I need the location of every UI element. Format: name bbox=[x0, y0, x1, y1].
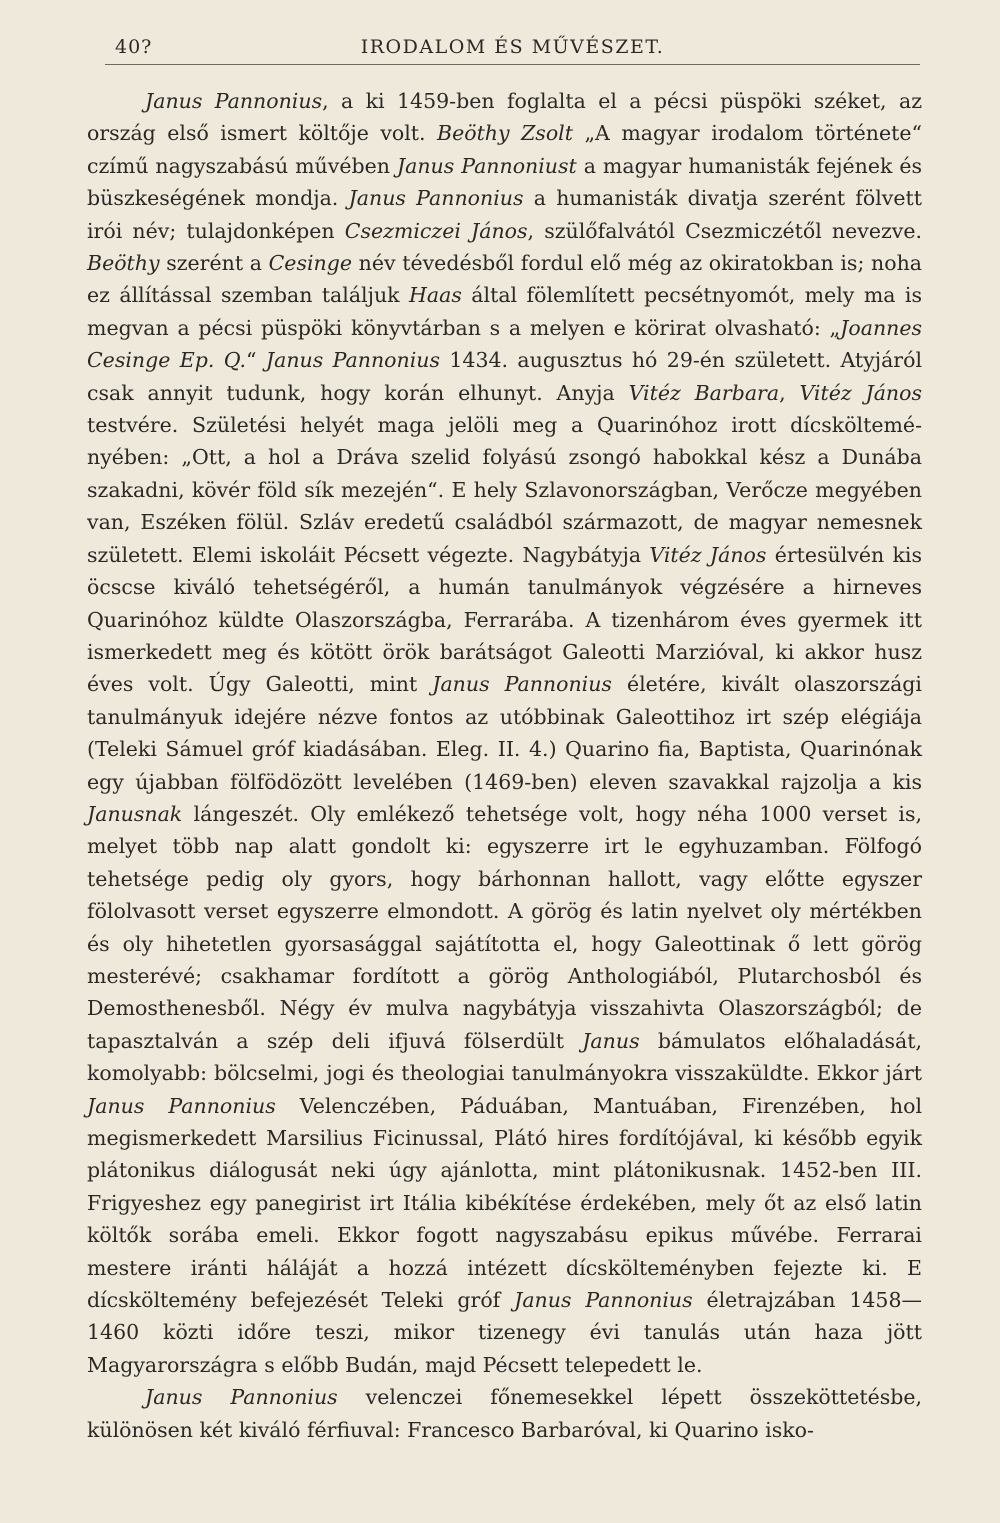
text-run: , szülőfalvától Csezmiczétől nevezve. bbox=[527, 218, 922, 243]
italic-run: Janus Pannonius bbox=[265, 348, 440, 373]
paragraph-2 bbox=[87, 1381, 922, 1446]
italic-run: Vitéz János bbox=[799, 380, 922, 405]
italic-run: Joannes Cesinge Ep. Q. bbox=[87, 315, 922, 373]
text-run: testvére. Születési helyét maga jelöli meg a Quarinóhoz irott dícskölteményében: „Ott, a hol a Dráva szelid folyású zsongó habokkal kész a Dunába szakadni, kövér föld sík mezején“. E hely Szlavonországban, Verőcze megyében van, Eszéken fölül. Szláv eredetű családból származott, de magyar nemesnek született. Elemi iskoláit Pécsett végezte. Nagybátyja bbox=[87, 413, 922, 567]
text-run: a magyar humanisták fejének és büszkeségének mondja. bbox=[87, 153, 922, 211]
text-run: életére, kivált olaszországi tanulmányuk idejére nézve fontos az utóbbinak Galeottihoz irt szép elégiája (Teleki Sámuel gróf kiadásában. Eleg. II. 4.) Quarino fia, Baptista, Quarinónak egy újabban fölfödözött levelében (1469-ben) eleven szavakkal rajzolja a kis bbox=[87, 672, 922, 794]
italic-run: Haas bbox=[409, 283, 462, 308]
text-run: lángeszét. Oly emlékező tehetsége volt, hogy néha 1000 verset is, melyet több nap alatt gondolt ki: egyszerre irt le egyhuzamban. Fölfogó tehetsége pedig oly gyors, hogy bárhonnan hallott, vagy előtte egyszer fölolvasott verset egyszerre elmondott. A görög és latin nyelvet oly mértékben és oly hihetetlen gyorsasággal sajátította el, hogy Galeottinak ő lett görög mesterévé; csakhamar fordított a görög Anthologiából, Plutarchosból és Demosthenesből. Négy év mulva nagybátyja visszahivta Olaszországból; de tapasztalván a szép deli ifjuvá fölserdült bbox=[87, 801, 922, 1053]
italic-run: Janus Pannonius bbox=[145, 1385, 338, 1410]
italic-run: Beöthy bbox=[87, 251, 160, 276]
italic-run: Janus Pannoniust bbox=[396, 153, 577, 178]
italic-run: Janusnak bbox=[87, 801, 183, 826]
italic-run: Csezmiczei János bbox=[344, 218, 528, 243]
text-run: 1434. augusztus hó 29-én született. Atyjáról csak annyit tudunk, hogy korán elhunyt. Anyja bbox=[87, 348, 923, 405]
italic-run: Vitéz Barbara bbox=[628, 380, 780, 405]
text-run: , bbox=[779, 380, 800, 405]
running-title: IRODALOM ÉS MŰVÉSZET. bbox=[360, 36, 665, 58]
page-header bbox=[105, 30, 920, 65]
italic-run: Janus Pannonius bbox=[514, 1288, 693, 1313]
text-run: velenczei főnemesekkel lépett összeköttetésbe, különösen két kiváló férfiuval: Francesco Barbaróval, ki Quarino isko- bbox=[87, 1385, 922, 1442]
text-run: “ bbox=[246, 348, 266, 373]
italic-run: Janus Pannonius bbox=[87, 1093, 276, 1118]
italic-run: Janus Pannonius bbox=[348, 186, 524, 211]
page-number: 40? bbox=[115, 36, 153, 58]
italic-run: Janus Pannonius bbox=[432, 672, 612, 697]
italic-run: Beöthy Zsolt bbox=[437, 121, 573, 146]
text-run: a humanisták divatja szerént fölvett irói név; tulajdonképen bbox=[87, 186, 922, 243]
text-run: által fölemlített pecsétnyomót, mely ma is megvan a pécsi püspöki könyvtárban s a melyen e körirat olvasható: „ bbox=[87, 283, 922, 340]
paragraph-1 bbox=[87, 85, 922, 1381]
text-run: értesülvén kis öcscse kiváló tehetségéről, a humán tanulmányok végzésére a hirneves Quarinóhoz küldte Olaszországba, Ferrarába. A tizenhárom éves gyermek itt ismerkedett meg és kötött örök barátságot Galeotti Marzióval, ki akkor husz éves volt. Úgy Galeotti, mint bbox=[87, 542, 923, 697]
italic-run: Cesinge bbox=[268, 251, 352, 276]
text-run: Velenczében, Páduában, Mantuában, Firenzében, hol megismerkedett Marsilius Ficinussal, Plátó hires fordítójával, ki később egyik plátonikus diálogusát neki úgy ajánlotta, mint plátonikusnak. 1452-ben III. Frigyeshez egy panegirist irt Itália kibékítése érdekében, mely őt az első latin költők sorába emeli. Ekkor fogott nagyszabásu epikus művébe. Ferrarai mestere iránti háláját a hozzá intézett dícskölteményben fejezte ki. E dícsköltemény befejezését Teleki gróf bbox=[87, 1093, 922, 1313]
text-run: életrajzában 1458—1460 közti időre teszi, mikor tizenegy évi tanulás után haza jött Magyarországra s előbb Budán, majd Pécsett telepedett le. bbox=[87, 1288, 922, 1377]
text-run: szerént a bbox=[159, 251, 269, 276]
italic-run: Vitéz János bbox=[649, 542, 767, 567]
text-run: bámulatos előhaladását, komolyabb: bölcselmi, jogi és theologiai tanulmányokra visszaküldte. Ekkor járt bbox=[87, 1028, 922, 1086]
body-text bbox=[87, 85, 922, 1446]
text-run: , a ki 1459-ben foglalta el a pécsi püspöki széket, az ország első ismert költője volt. bbox=[87, 89, 922, 146]
text-run: „A magyar irodalom története“ czímű nagyszabású művében bbox=[87, 121, 922, 178]
italic-run: Janus Pannonius bbox=[145, 89, 323, 113]
italic-run: Janus bbox=[582, 1028, 640, 1053]
text-run: név tévedésből fordul elő még az okiratokban is; noha ez állítással szemban találjuk bbox=[87, 251, 922, 308]
